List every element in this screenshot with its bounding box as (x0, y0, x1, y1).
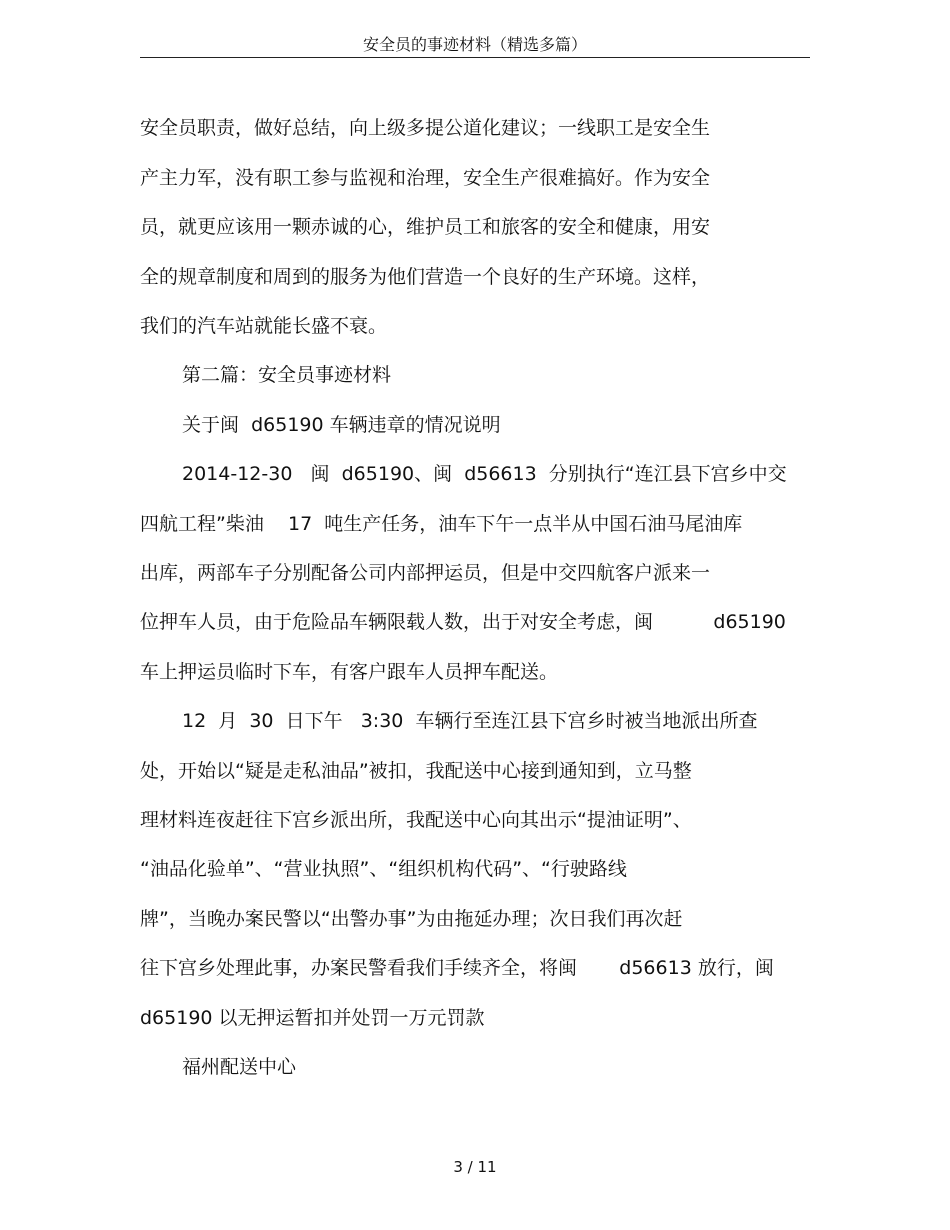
header-divider (140, 57, 810, 58)
text-line: 处，开始以“疑是走私油品”被扣，我配送中心接到通知到，立马整 (140, 760, 692, 782)
text-line: 出库，两部车子分别配备公司内部押运员，但是中交四航客户派来一 (140, 562, 711, 584)
text-line: 产主力军，没有职工参与监视和治理，安全生产很难搞好。作为安全 (140, 167, 711, 189)
section-heading: 第二篇：安全员事迹材料 (182, 364, 392, 386)
text-line: “油品化验单”、“营业执照”、“组织机构代码”、“行驶路线 (140, 858, 627, 880)
text-line: 12 月 30 日下午 3:30 车辆行至连江县下宫乡时被当地派出所查 (182, 710, 758, 732)
text-line: 2014-12-30 闽 d65190、闽 d56613 分别执行“连江县下宫乡中交 (182, 463, 787, 485)
text-line: 车上押运员临时下车，有客户跟车人员押车配送。 (140, 661, 559, 683)
section-subtitle: 关于闽 d65190 车辆违章的情况说明 (182, 414, 501, 436)
text-line: 四航工程”柴油 17 吨生产任务，油车下午一点半从中国石油马尾油库 (140, 513, 743, 535)
text-line: 员，就更应该用一颗赤诚的心，维护员工和旅客的安全和健康，用安 (140, 216, 711, 238)
text-line: 我们的汽车站就能长盛不衰。 (140, 315, 388, 337)
text-line: 位押车人员，由于危险品车辆限载人数，出于对安全考虑，闽 d65190 (140, 611, 786, 633)
text-line: 安全员职责，做好总结，向上级多提公道化建议；一线职工是安全生 (140, 117, 711, 139)
text-line: 理材料连夜赶往下宫乡派出所，我配送中心向其出示“提油证明”、 (140, 809, 692, 831)
text-line: 牌”，当晚办案民警以“出警办事”为由拖延办理；次日我们再次赶 (140, 908, 683, 930)
text-line: 往下宫乡处理此事，办案民警看我们手续齐全，将闽 d56613 放行，闽 (140, 957, 774, 979)
signature-line: 福州配送中心 (182, 1056, 297, 1078)
page-number: 3 / 11 (453, 1158, 497, 1176)
document-title: 安全员的事迹材料（精选多篇） (362, 35, 587, 54)
text-line: d65190 以无押运暂扣并处罚一万元罚款 (140, 1007, 485, 1029)
text-line: 全的规章制度和周到的服务为他们营造一个良好的生产环境。这样， (140, 266, 711, 288)
